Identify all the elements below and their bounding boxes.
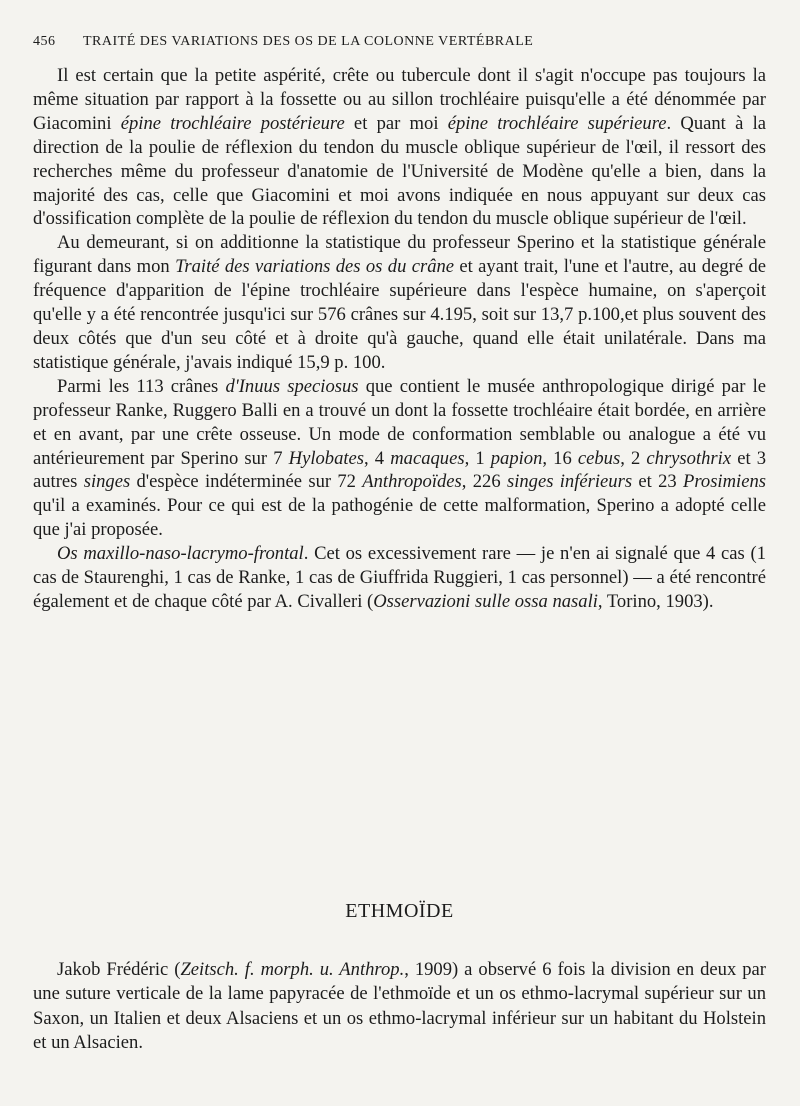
italic-text-run: singes (83, 471, 131, 493)
italic-text-run: macaques (390, 447, 465, 469)
text-run: Parmi les 113 crânes (57, 375, 226, 397)
text-run: et 3 autres (33, 447, 767, 493)
paragraph (33, 231, 766, 374)
italic-text-run: d'Inuus speciosus (225, 375, 359, 397)
italic-text-run: Os maxillo-naso-lacrymo-frontal (57, 543, 304, 565)
body-text (33, 64, 766, 614)
italic-text-run: Prosimiens (683, 471, 766, 493)
text-run: qu'il a examinés. Pour ce qui est de la pathogénie de cette malformation, Sperino a adopté celle que j'ai proposée. (33, 495, 766, 541)
text-run: et par moi (344, 112, 448, 134)
italic-text-run: Anthropoïdes (362, 471, 462, 493)
italic-text-run: Osservazioni sulle ossa nasali (373, 590, 598, 612)
running-title: TRAITÉ DES VARIATIONS DES OS DE LA COLONNE VERTÉBRALE (83, 34, 534, 49)
paragraph (33, 958, 766, 1056)
text-run: , 1909) a observé 6 fois la division en deux par une suture verticale de la lame papyracée de l'ethmoïde et un os ethmo-lacrymal supérieur sur un Saxon, un Italien et deux Alsaciens et un os ethmo-lacrymal inférieur sur un habitant du Holstein et un Alsacien. (33, 959, 766, 1054)
text-run: Au demeurant, si on additionne la statistique du professeur Sperino et la statistique générale figurant dans mon (33, 232, 766, 278)
italic-text-run: épine trochléaire supérieure (447, 112, 667, 134)
section-body-text (33, 958, 766, 1056)
text-run: , Torino, 1903). (597, 590, 714, 612)
text-run: , 16 (542, 447, 578, 469)
text-run: . Cet os excessivement rare — je n'en ai signalé que 4 cas (1 cas de Staurenghi, 1 cas de Ranke, 1 cas de Giuffrida Ruggieri, 1 cas personnel) — a été rencontré également et de chaque côté par A. Civalleri ( (33, 543, 766, 612)
text-run: Il est certain que la petite aspérité, crête ou tubercule dont il s'agit n'occupe pas toujours la même situation par rapport à la fossette ou au sillon trochléaire puisqu'elle a été dénommée par Giacomini (33, 65, 766, 134)
italic-text-run: Zeitsch. f. morph. u. Anthrop. (180, 959, 405, 980)
text-run: , 2 (620, 447, 647, 469)
section-heading: ETHMOÏDE (345, 900, 454, 922)
page-number: 456 (33, 34, 56, 49)
text-run: d'espèce indéterminée sur 72 (130, 471, 363, 493)
text-run: que contient le musée anthropologique dirigé par le professeur Ranke, Ruggero Balli en a trouvé un dont la fossette trochléaire était bordée, en arrière et en avant, par une crête osseuse. Un mode de conformation semblable ou analogue a été vu antérieurement par Sperino sur 7 (33, 375, 766, 469)
text-run: Jakob Frédéric ( (57, 959, 181, 980)
text-run: , 1 (464, 447, 491, 469)
italic-text-run: épine trochléaire postérieure (120, 112, 345, 134)
paragraph (33, 375, 766, 542)
paragraph (33, 64, 766, 231)
text-run: . Quant à la direction de la poulie de réflexion du tendon du muscle oblique supérieur de l'œil, il ressort des recherches même du professeur d'anatomie de l'Université de Modène qu'elle a bien, dans la majorité des cas, celle que Giacomini et moi avons indiquée en nous appuyant sur deux cas d'ossification complète de la poulie de réflexion du tendon du muscle oblique supérieur de l'œil. (33, 112, 766, 230)
paragraph (33, 542, 766, 614)
text-run: , 226 (461, 471, 507, 493)
italic-text-run: cebus (577, 447, 621, 469)
italic-text-run: Hylobates (288, 447, 365, 469)
italic-text-run: chrysothrix (646, 447, 732, 469)
text-run: et 23 (632, 471, 683, 493)
italic-text-run: singes inférieurs (506, 471, 633, 493)
text-run: , 4 (364, 447, 391, 469)
running-header (33, 34, 766, 50)
text-run: et ayant trait, l'une et l'autre, au degré de fréquence d'apparition de l'épine trochléaire supérieure dans l'espèce humaine, on s'aperçoit qu'elle y a été rencontrée jusqu'ici sur 576 crânes sur 4.195, soit sur 13,7 p.100,et plus souvent des deux côtés que d'un seu côté et à droite qu'à gauche, quand elle était unilatérale. Dans ma statistique générale, j'avais indiqué 15,9 p. 100. (33, 256, 766, 373)
italic-text-run: Traité des variations des os du crâne (175, 256, 455, 278)
italic-text-run: papion (490, 447, 543, 469)
